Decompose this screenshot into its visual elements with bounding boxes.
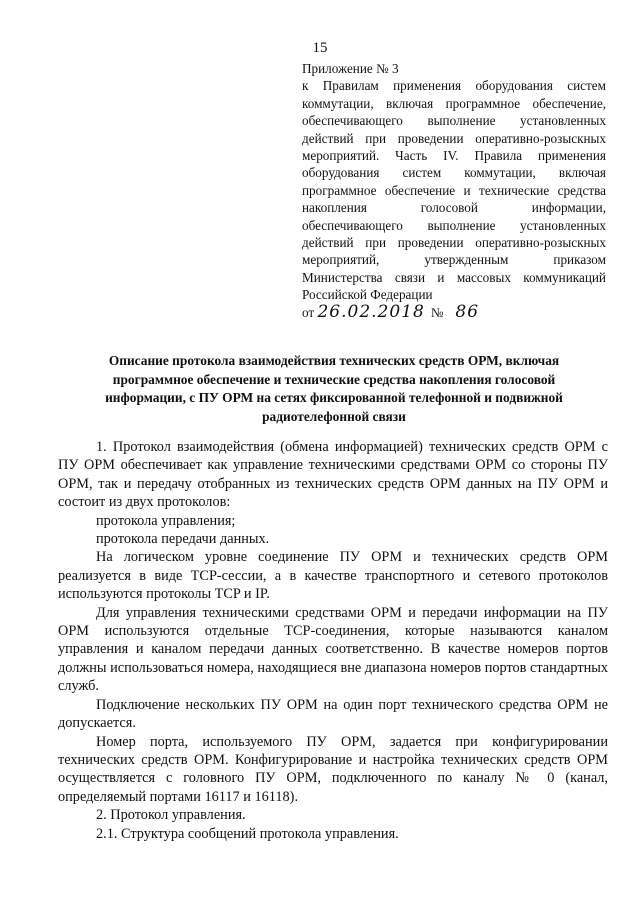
appendix-title: Приложение № 3: [302, 61, 399, 76]
list-item-control-protocol: протокола управления;: [96, 512, 236, 529]
appendix-header: [302, 60, 606, 321]
paragraph-port-restriction: Подключение нескольких ПУ ОРМ на один порт технического средства ОРМ не допускается.: [58, 696, 608, 732]
handwritten-order-number: 86: [455, 301, 480, 322]
page-number: 15: [312, 40, 328, 56]
section-2-title: 2. Протокол управления.: [96, 807, 246, 824]
paragraph-logical-level: На логическом уровне соединение ПУ ОРМ и технических средств ОРМ реализуется в виде TCP-сессии, а в качестве транспортного и сетевого протоколов используются протоколы TCP и IP.: [58, 549, 608, 603]
date-prefix: от: [302, 304, 315, 320]
main-text: [58, 438, 608, 843]
approval-date-line: [302, 301, 606, 322]
appendix-body: к Правилам применения оборудования систем коммутации, включая программное обеспечение, обеспечивающего выполнение установленных действий при проведении оперативно-розыскных мероприятий. Часть IV. Правила применения оборудования систем коммутации, включая программное обеспечение и технические средства накопления голосовой информации, обеспечивающего выполнение установленных действий при проведении оперативно-розыскных мероприятий, утвержденным приказом Министерства связи и массовых коммуникаций Российской Федерации: [302, 78, 606, 303]
paragraph-1: 1. Протокол взаимодействия (обмена информацией) технических средств ОРМ с ПУ ОРМ обеспечивает как управление техническими средствами ОРМ со стороны ПУ ОРМ, так и передачу отобранных из технических средств ОРМ данных на ПУ ОРМ и состоит из двух протоколов:: [58, 439, 608, 511]
list-item-data-protocol: протокола передачи данных.: [96, 531, 270, 548]
handwritten-date: 26.02.2018: [317, 301, 425, 322]
section-2-1-title: 2.1. Структура сообщений протокола управления.: [96, 825, 399, 842]
paragraph-tcp-connections: Для управления техническими средствами ОРМ и передачи информации на ПУ ОРМ используются отдельные TCP-соединения, которые называются каналом управления и каналом передачи данных соответственно. В качестве номеров портов должны использоваться номера, находящиеся вне диапазона номеров портов стандартных служб.: [58, 604, 608, 695]
number-sign: №: [430, 304, 444, 320]
paragraph-port-config: Номер порта, используемого ПУ ОРМ, задается при конфигурировании технических средств ОРМ. Конфигурирование и настройка технических средств ОРМ осуществляется с головного ПУ ОРМ, подключенного по каналу № 0 (канал, определяемый портами 16117 и 16118).: [58, 733, 608, 805]
document-heading: Описание протокола взаимодействия технических средств ОРМ, включая программное обеспечение и технические средства накопления голосовой информации, с ПУ ОРМ на сетях фиксированной телефонной и подвижной радиотелефонной связи: [105, 353, 563, 424]
